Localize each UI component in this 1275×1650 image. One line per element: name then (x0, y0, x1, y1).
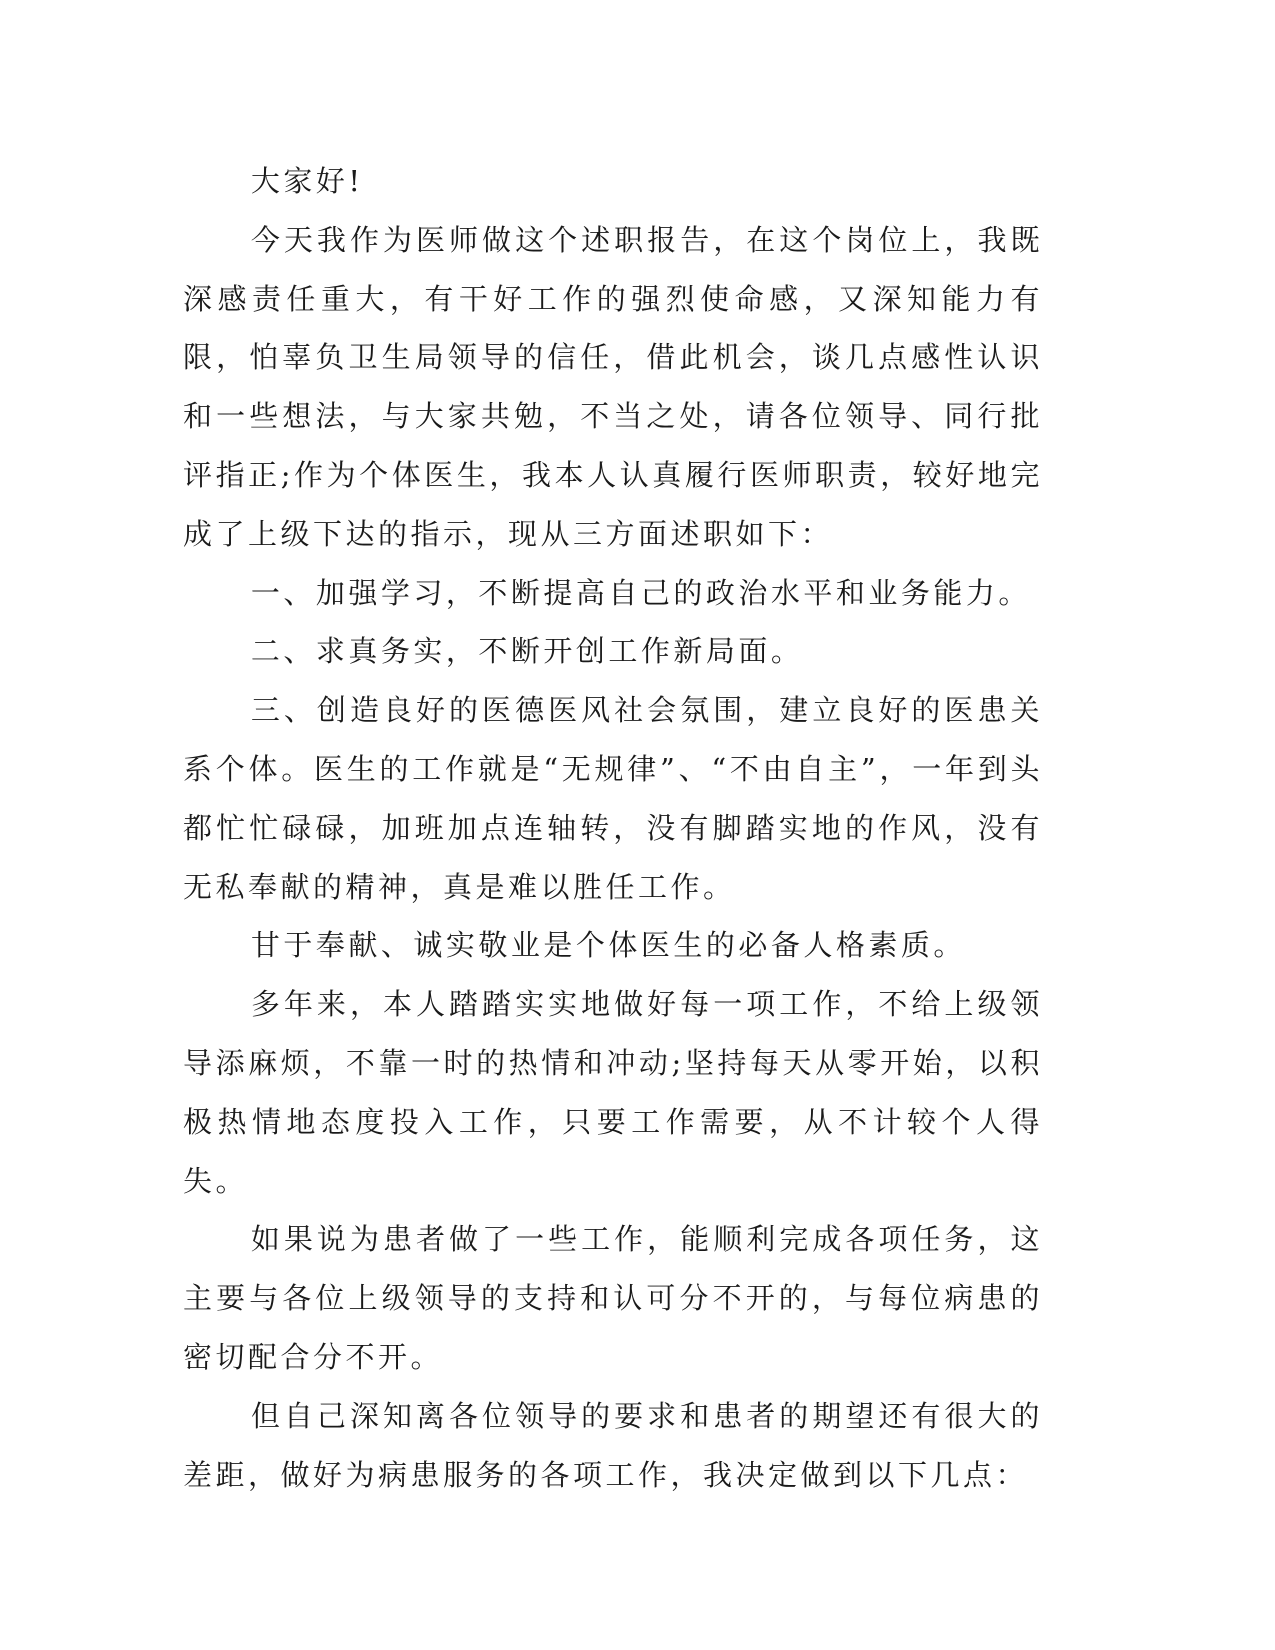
point-one-paragraph: 一、加强学习，不断提高自己的政治水平和业务能力。 (250, 575, 1031, 610)
intro-paragraph: 今天我作为医师做这个述职报告，在这个岗位上，我既深感责任重大，有干好工作的强烈使命感，又深知能力有限，怕辜负卫生局领导的信任，借此机会，谈几点感性认识和一些想法，与大家共勉，不当之处，请各位领导、同行批评指正;作为个体医生，我本人认真履行医师职责，较好地完成了上级下达的指示，现从三方面述职如下： (183, 222, 1043, 551)
greeting-paragraph: 大家好! (250, 164, 364, 198)
point-three-paragraph: 三、创造良好的医德医风社会氛围，建立良好的医患关系个体。医生的工作就是“无规律”、“不由自主”，一年到头都忙忙碌碌，加班加点连轴转，没有脚踏实地的作风，没有无私奉献的精神，真是难以胜任工作。 (183, 693, 1043, 904)
years-paragraph: 多年来，本人踏踏实实地做好每一项工作，不给上级领导添麻烦，不靠一时的热情和冲动;坚持每天从零开始，以积极热情地态度投入工作，只要工作需要，从不计较个人得失。 (183, 987, 1043, 1198)
document-body (183, 152, 1043, 1504)
resolution-paragraph: 但自己深知离各位领导的要求和患者的期望还有很大的差距，做好为病患服务的各项工作，我决定做到以下几点： (183, 1398, 1043, 1492)
dedication-paragraph: 甘于奉献、诚实敬业是个体医生的必备人格素质。 (250, 928, 966, 963)
support-paragraph: 如果说为患者做了一些工作，能顺利完成各项任务，这主要与各位上级领导的支持和认可分不开的，与每位病患的密切配合分不开。 (183, 1222, 1043, 1374)
point-two-paragraph: 二、求真务实，不断开创工作新局面。 (250, 634, 804, 669)
